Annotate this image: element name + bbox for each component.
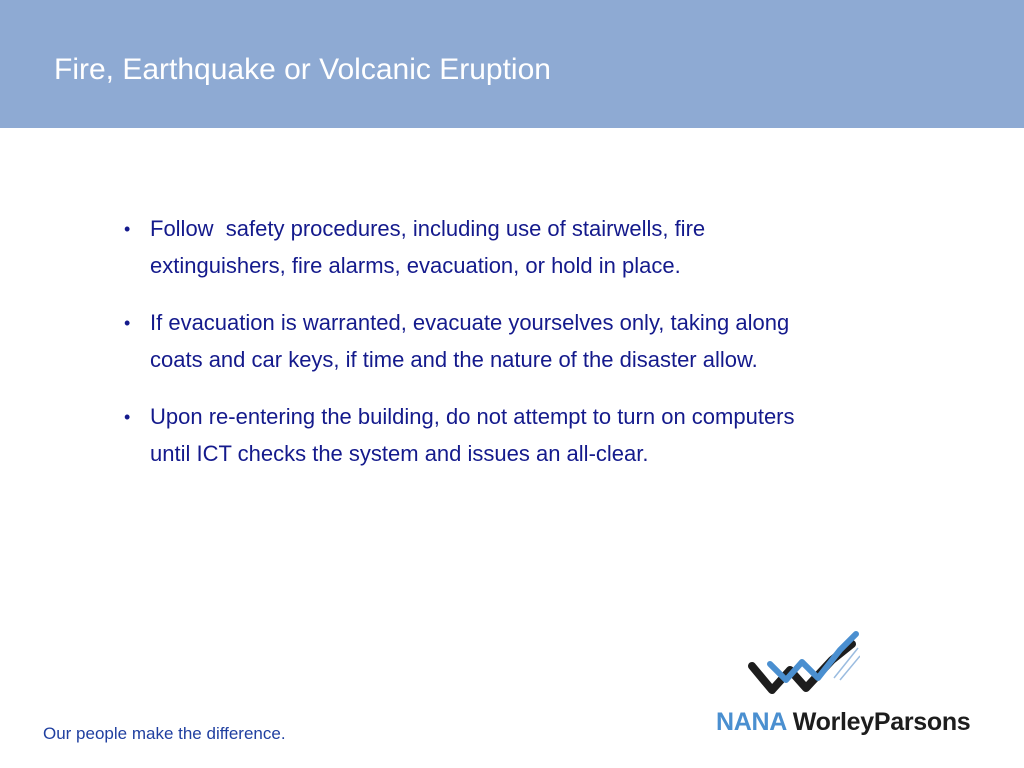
bullet-text: Follow safety procedures, including use of stairwells, fire extinguishers, fire alarms, evacuation, or hold in place. <box>150 216 712 278</box>
company-logo <box>712 628 987 743</box>
bullet-icon: • <box>124 219 131 239</box>
list-item <box>124 305 834 378</box>
bullet-text: If evacuation is warranted, evacuate yourselves only, taking along coats and car keys, if time and the nature of the disaster allow. <box>150 310 796 372</box>
logo-wordmark <box>716 708 970 737</box>
logo-nana-text: NANA <box>716 708 787 736</box>
list-item <box>124 211 834 284</box>
logo-wave-icon <box>748 628 860 704</box>
list-item <box>124 399 834 472</box>
footer-tagline: Our people make the difference. <box>43 724 286 743</box>
bullet-icon: • <box>124 407 131 427</box>
logo-worleyparsons-text: WorleyParsons <box>792 708 971 736</box>
slide-title: Fire, Earthquake or Volcanic Eruption <box>54 53 551 86</box>
bullet-text: Upon re-entering the building, do not attempt to turn on computers until ICT checks the system and issues an all-clear. <box>150 404 801 466</box>
title-band <box>0 0 1024 128</box>
bullet-icon: • <box>124 313 131 333</box>
bullet-list <box>124 211 834 493</box>
